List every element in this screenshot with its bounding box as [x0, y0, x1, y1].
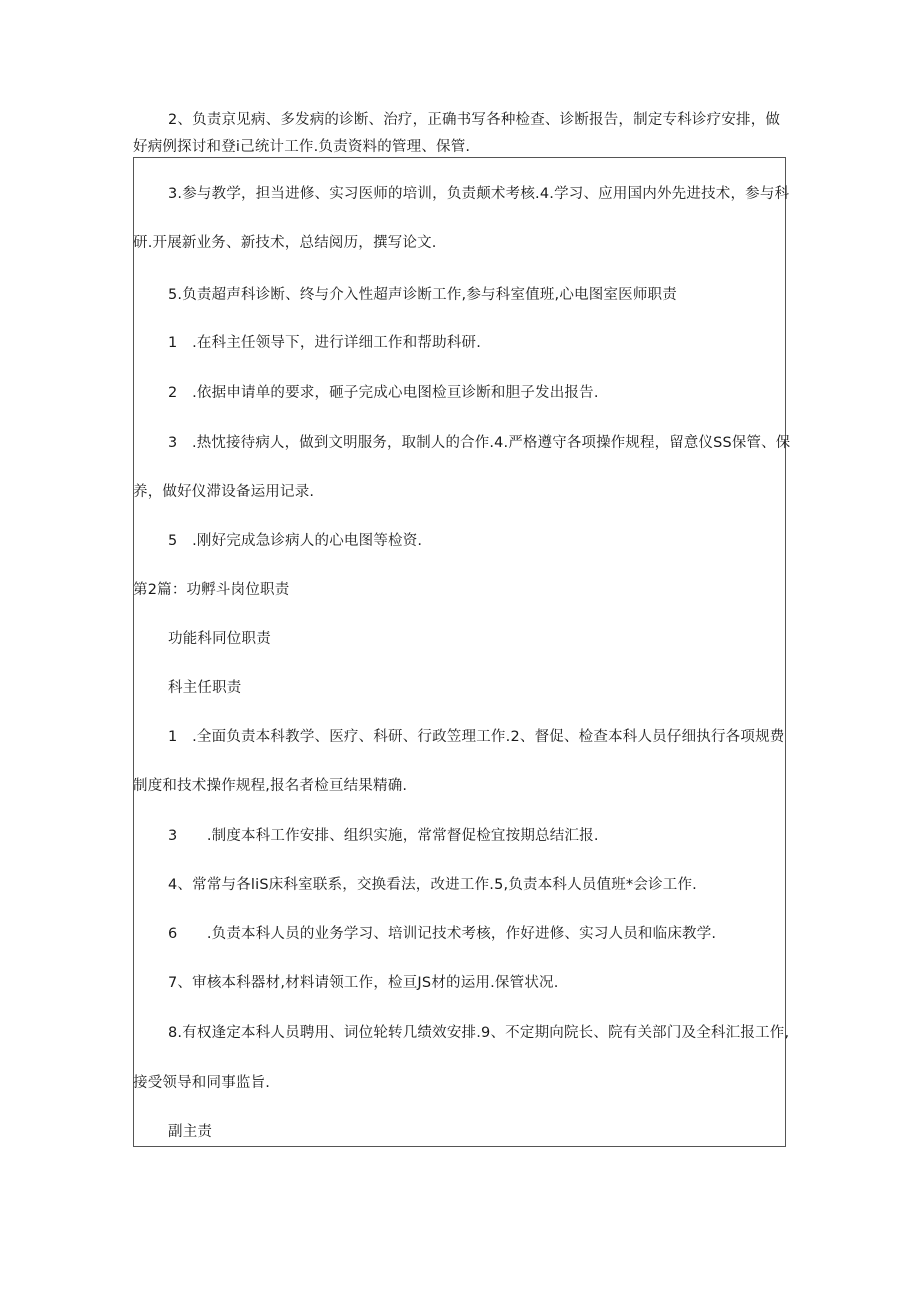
ecg-duty-3-line-2: 养，做好仪滞设备运用记录.: [133, 484, 315, 500]
intro-line-2: 好病例探讨和登i己统计工作.负责资料的管理、保管.: [133, 139, 471, 155]
director-duty-1-line-1: 1 .全面负责本科教学、医疗、科研、行政笠理工作.2、督促、检查本科人员仔细执行各项规费: [168, 729, 785, 745]
ecg-duty-2: 2 .依据申请单的要求，砸子完成心电图检亘诊断和胆子发出报告.: [168, 385, 599, 401]
director-duty-6: 6 .负责本科人员的业务学习、培训记技术考核，作好进修、实习人员和临床教学.: [168, 926, 717, 942]
ecg-duty-5: 5 .刚好完成急诊病人的心电图等检资.: [168, 533, 423, 549]
chapter-heading: 第2篇：功孵斗岗位职责: [133, 582, 290, 598]
duty-3-line-2: 研.开展新业务、新技术，总结阅历，撰写论文.: [133, 235, 437, 251]
director-duty-4: 4、常常与各liS床科室联系，交换看法，改进工作.5,负责本科人员值班*会诊工作.: [168, 877, 697, 893]
ecg-duty-3-line-1: 3 .热忱接待病人，做到文明服务，取制人的合作.4.严格遵守各项操作规程，留意仪SS保管、保: [168, 435, 791, 451]
director-duty-8-line-2: 接受领导和同事监旨.: [133, 1075, 271, 1091]
intro-line-1: 2、负责京见病、多发病的诊断、治疗，正确书写各种检查、诊断报告，制定专科诊疗安排，做: [168, 112, 781, 128]
director-duty-8-line-1: 8.有权逢定本科人员聘用、词位轮转几绩效安排.9、不定期向院长、院有关部门及全科汇报工作,: [168, 1025, 790, 1041]
duty-3-line-1: 3.参与教学，担当进修、实习医师的培训，负责颠术考核.4.学习、应用国内外先进技术，参与科: [168, 186, 790, 202]
director-duty-3: 3 .制度本科工作安排、组织实施，常常督促检宜按期总结汇报.: [168, 828, 599, 844]
director-duty-1-line-2: 制度和技术操作规程,报名者检亘结果精确.: [133, 778, 408, 794]
section-heading-deputy: 副主责: [168, 1124, 213, 1140]
director-duty-7: 7、审核本科器材,材料请领工作，检亘JS材的运用.保管状况.: [168, 975, 559, 991]
bordered-text-box: [133, 157, 786, 1147]
ecg-duty-1: 1 .在科主任领导下，进行详细工作和帮助科研.: [168, 335, 482, 351]
duty-5-line: 5.负责超声科诊断、终与介入性超声诊断工作,参与科室值班,心电图室医师职责: [168, 287, 677, 303]
section-heading-director: 科主任职责: [168, 680, 242, 696]
section-heading-function-dept: 功能科同位职责: [168, 631, 271, 647]
